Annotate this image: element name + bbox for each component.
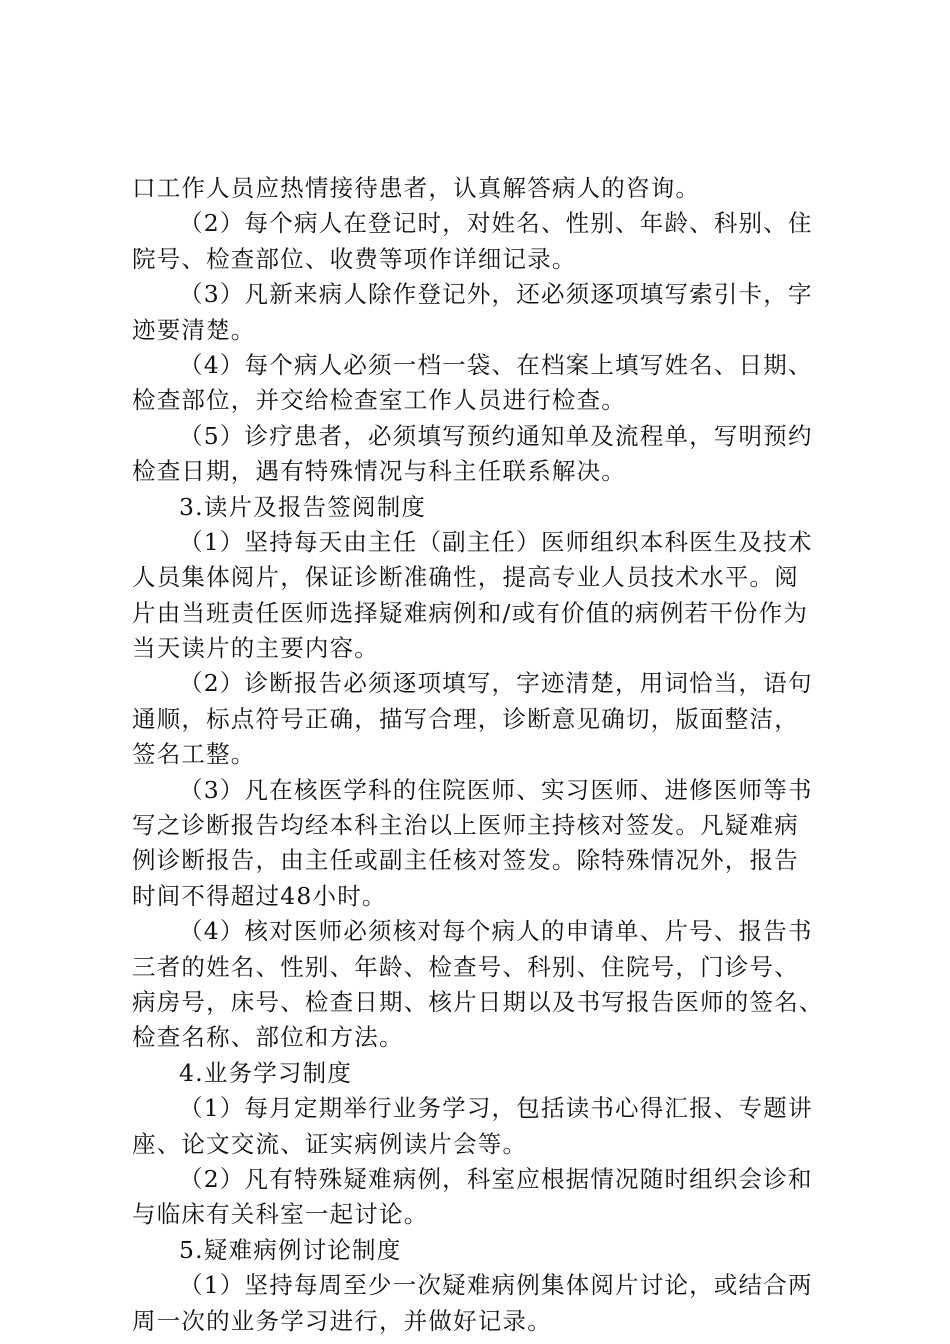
text-line: 片由当班责任医师选择疑难病例和/或有价值的病例若干份作为 <box>132 598 809 627</box>
text-line: 周一次的业务学习进行，并做好记录。 <box>132 1306 552 1335</box>
list-item-line: （1）坚持每周至少一次疑难病例集体阅片讨论，或结合两 <box>179 1271 813 1300</box>
text-line: 检查日期，遇有特殊情况与科主任联系解决。 <box>132 457 626 486</box>
text-line: 检查部位，并交给检查室工作人员进行检查。 <box>132 386 626 415</box>
text-line: 当天读片的主要内容。 <box>132 634 379 663</box>
text-line: 与临床有关科室一起讨论。 <box>132 1200 429 1229</box>
list-item-line: （5）诊疗患者，必须填写预约通知单及流程单，写明预约 <box>179 421 813 450</box>
section-heading: 5.疑难病例讨论制度 <box>179 1235 402 1264</box>
text-line: 时间不得超过48小时。 <box>132 881 387 910</box>
list-item-line: （2）每个病人在登记时，对姓名、性别、年龄、科别、住 <box>179 209 813 238</box>
text-line: 例诊断报告，由主任或副主任核对签发。除特殊情况外，报告 <box>132 846 799 875</box>
list-item-line: （2）诊断报告必须逐项填写，字迹清楚，用词恰当，语句 <box>179 669 813 698</box>
text-line: 写之诊断报告均经本科主治以上医师主持核对签发。凡疑难病 <box>132 811 799 840</box>
list-item-line: （1）每月定期举行业务学习，包括读书心得汇报、专题讲 <box>179 1094 813 1123</box>
text-line: 签名工整。 <box>132 740 256 769</box>
text-line: 通顺，标点符号正确，描写合理，诊断意见确切，版面整洁， <box>132 704 799 733</box>
text-line: 迹要清楚。 <box>132 315 256 344</box>
list-item-line: （3）凡在核医学科的住院医师、实习医师、进修医师等书 <box>179 775 813 804</box>
list-item-line: （1）坚持每天由主任（副主任）医师组织本科医生及技术 <box>179 527 813 556</box>
list-item-line: （3）凡新来病人除作登记外，还必须逐项填写索引卡，字 <box>179 280 813 309</box>
text-line: 人员集体阅片，保证诊断准确性，提高专业人员技术水平。阅 <box>132 563 799 592</box>
list-item-line: （2）凡有特殊疑难病例，科室应根据情况随时组织会诊和 <box>179 1164 813 1193</box>
text-line: 检查名称、部位和方法。 <box>132 1023 404 1052</box>
document-body <box>132 171 832 1339</box>
list-item-line: （4）核对医师必须核对每个病人的申请单、片号、报告书 <box>179 917 813 946</box>
text-line: 病房号，床号、检查日期、核片日期以及书写报告医师的签名、 <box>132 987 824 1016</box>
section-heading: 3.读片及报告签阅制度 <box>179 492 427 521</box>
text-line: 口工作人员应热情接待患者，认真解答病人的咨询。 <box>132 174 701 202</box>
list-item-line: （4）每个病人必须一档一袋、在档案上填写姓名、日期、 <box>179 350 813 379</box>
text-line: 座、论文交流、证实病例读片会等。 <box>132 1129 528 1158</box>
section-heading: 4.业务学习制度 <box>179 1058 353 1087</box>
text-line: 三者的姓名、性别、年龄、检查号、科别、住院号，门诊号、 <box>132 952 799 981</box>
text-line: 院号、检查部位、收费等项作详细记录。 <box>132 244 577 273</box>
